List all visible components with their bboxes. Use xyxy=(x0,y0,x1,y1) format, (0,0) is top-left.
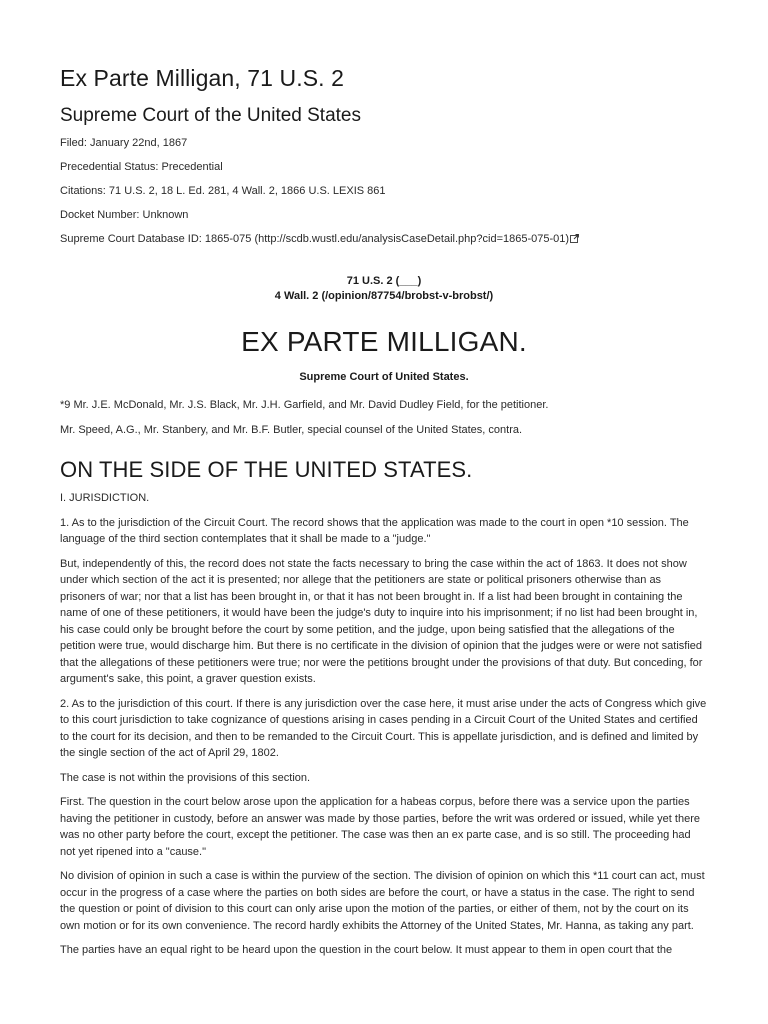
section-heading: ON THE SIDE OF THE UNITED STATES. xyxy=(60,457,473,482)
section-paragraph: 2. As to the jurisdiction of this court. If there is any jurisdiction over the case here, it must arise under the acts of Congress which give to this court jurisdiction to take cognizance of questions arising in cases pending in a Circuit Court of the United States and certified to the court for its decision, and then to be remanded to the Circuit Court. This is appellate jurisdiction, and is defined and limited by the single section of the act of April 29, 1802. xyxy=(60,697,707,759)
citation-wall-link[interactable]: 4 Wall. 2 (/opinion/87754/brobst-v-brobst/) xyxy=(274,290,494,302)
section-paragraph: I. JURISDICTION. xyxy=(60,492,150,504)
court-name: Supreme Court of the United States xyxy=(60,105,361,126)
section-paragraph: 1. As to the jurisdiction of the Circuit Court. The record shows that the application was made to the court in open *10 session. The language of the third section contemplates that it shall be made to a "judge." xyxy=(60,516,689,545)
case-metadata xyxy=(60,136,708,247)
citations: Citations: 71 U.S. 2, 18 L. Ed. 281, 4 Wall. 2, 1866 U.S. LEXIS 861 xyxy=(60,185,386,197)
section-paragraph: The parties have an equal right to be heard upon the question in the court below. It must appear to them in open court that the xyxy=(60,944,673,956)
filed-date: Filed: January 22nd, 1867 xyxy=(60,137,188,149)
section-paragraph: No division of opinion in such a case is within the purview of the section. The division of opinion on which this *11 court can act, must occur in the progress of a case where the parties on both sides are before the court, or have a status in the case. The right to send the question or point of division to this court can only arise upon the motion of the parties, or either of them, not by the court on its own motion or for its own convenience. The record hardly exhibits the Attorney of the United States, Mr. Hanna, as taking any part. xyxy=(60,870,705,932)
external-link-icon[interactable] xyxy=(570,233,579,242)
scdb-id xyxy=(60,232,708,247)
section-paragraph: But, independently of this, the record does not state the facts necessary to bring the case within the act of 1863. It does not show under which section of the act it is presented; nor allege that the petitioners are state or political prisoners otherwise than as prisoners of war; nor that a list has been brought in, or that it has not been brought in. If a list had been brought in containing the name of one of these petitioners, it would have been the judge's duty to inquire into his imprisonment; if no list had been brought in, his case could only be brought before the court by some petition, and the judge, upon being satisfied that the allegations of the petition were true, would discharge him. But there is no certificate in the division of opinion that the judges were or were not satisfied that the allegations of these petitioners were true; nor were the petitions brought under the provisions of that duty. But conceding, for argument's sake, this point, a graver question exists. xyxy=(60,557,703,685)
opinion-court: Supreme Court of United States. xyxy=(299,371,469,383)
scdb-link[interactable]: Supreme Court Database ID: 1865-075 (http://scdb.wustl.edu/analysisCaseDetail.php?cid=1865-075-01) xyxy=(60,233,570,245)
counsel-contra: Mr. Speed, A.G., Mr. Stanbery, and Mr. B.F. Butler, special counsel of the United States, contra. xyxy=(60,423,523,436)
section-paragraph: The case is not within the provisions of this section. xyxy=(60,771,311,784)
opinion-citations xyxy=(60,274,708,304)
case-name: EX PARTE MILLIGAN. xyxy=(241,326,527,357)
counsel-petitioner: *9 Mr. J.E. McDonald, Mr. J.S. Black, Mr. J.H. Garfield, and Mr. David Dudley Field, for the petitioner. xyxy=(60,399,549,411)
docket-number: Docket Number: Unknown xyxy=(60,209,189,221)
section-body xyxy=(60,490,708,959)
citation-us: 71 U.S. 2 (___) xyxy=(346,275,422,287)
section-paragraph: First. The question in the court below arose upon the application for a habeas corpus, before there was a service upon the parties having the petitioner in custody, before an answer was made by those parties, before the writ was ordered or issued, while yet there was no other party before the court, except the petitioner. The case was then an ex parte case, and is so still. The proceeding had not yet ripened into a "cause." xyxy=(60,796,700,858)
page-title: Ex Parte Milligan, 71 U.S. 2 xyxy=(60,65,345,91)
precedential-status: Precedential Status: Precedential xyxy=(60,161,223,173)
